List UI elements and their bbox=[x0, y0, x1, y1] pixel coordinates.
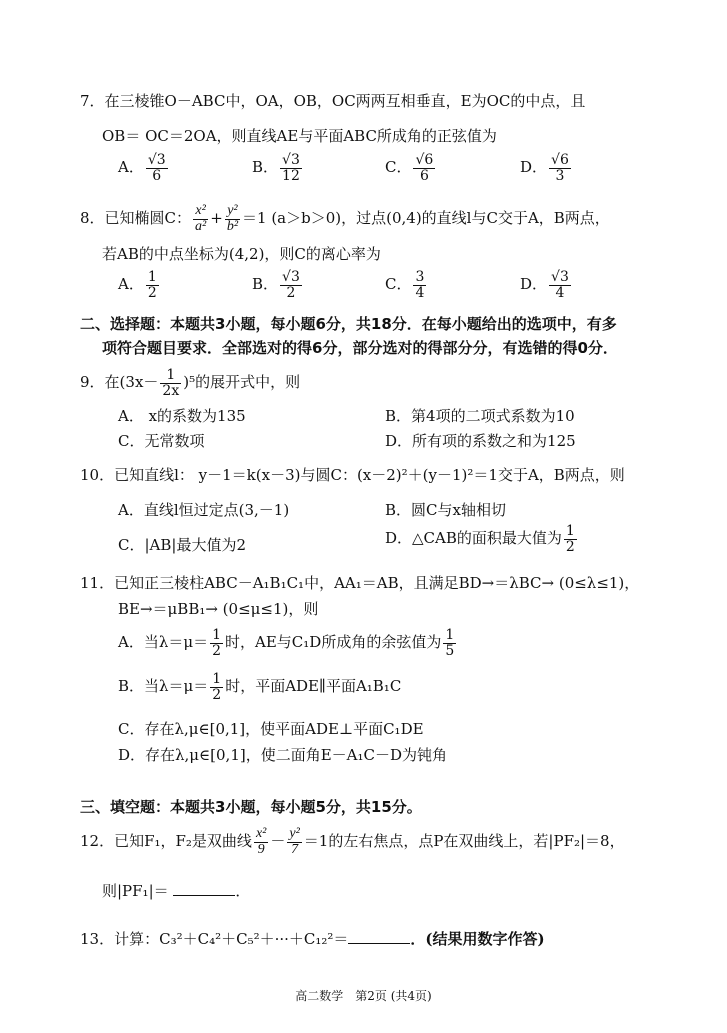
q7-b-den: 12 bbox=[282, 167, 300, 184]
q11-option-d: D．存在λ,μ∈[0,1]，使二面角E－A₁C－D为钝角 bbox=[118, 746, 448, 764]
q10-d-pre: D．△CAB的面积最大值为 bbox=[385, 529, 562, 548]
q11-a-num2: 1 bbox=[445, 627, 455, 643]
q12-line1 bbox=[80, 827, 625, 857]
q8-option-c bbox=[385, 270, 428, 300]
q7-option-a bbox=[118, 153, 170, 183]
q8-a-fraction bbox=[146, 270, 159, 300]
q11-b-den: 2 bbox=[212, 686, 222, 703]
q9-pre: 9．在(3x－ bbox=[80, 373, 159, 392]
q8-a-num: 1 bbox=[147, 269, 157, 285]
q7-line1: 7．在三棱锥O－ABC中，OA，OB，OC两两互相垂直，E为OC的中点，且 bbox=[80, 92, 586, 110]
q7-c-fraction bbox=[413, 153, 435, 183]
q10-option-c: C．|AB|最大值为2 bbox=[118, 536, 246, 554]
q11-option-c: C．存在λ,μ∈[0,1]，使平面ADE⊥平面C₁DE bbox=[118, 720, 424, 738]
q10-option-a: A．直线l恒过定点(3,－1) bbox=[118, 501, 290, 519]
q12-minus: － bbox=[270, 832, 286, 851]
q8-x-num: x² bbox=[193, 204, 208, 220]
q11-option-a bbox=[118, 628, 458, 658]
q12-line2 bbox=[102, 880, 250, 901]
q13-post: ．(结果用数字作答) bbox=[410, 930, 545, 948]
q8-option-d bbox=[520, 270, 573, 300]
q11-a-num: 1 bbox=[212, 627, 222, 643]
q10-stem: 10．已知直线l： y－1＝k(x－3)与圆C：(x－2)²＋(y－1)²＝1交于A，B两点，则 bbox=[80, 466, 625, 484]
q8-d-fraction bbox=[549, 270, 571, 300]
q9-fraction bbox=[160, 368, 181, 398]
q12-pre: 12．已知F₁，F₂是双曲线 bbox=[80, 832, 252, 851]
q12-x-fraction bbox=[254, 827, 268, 857]
q9-option-d: D．所有项的系数之和为125 bbox=[385, 432, 576, 450]
q7-d-den: 3 bbox=[555, 167, 565, 184]
q7-a-den: 6 bbox=[152, 167, 162, 184]
q11-b-fraction bbox=[210, 672, 223, 702]
q7-b-fraction bbox=[280, 153, 302, 183]
q8-b-fraction bbox=[280, 270, 302, 300]
q9-option-a: A． x的系数为135 bbox=[118, 407, 246, 425]
q8-y-num: y² bbox=[225, 204, 240, 220]
q8-c-num: 3 bbox=[415, 269, 425, 285]
q9-frac-den: 2x bbox=[162, 382, 180, 399]
q8-option-b bbox=[252, 270, 304, 300]
q8-plus: + bbox=[210, 209, 223, 228]
q9-option-c: C．无常数项 bbox=[118, 432, 205, 450]
q8-d-num: √3 bbox=[551, 269, 569, 285]
q9-post: )⁵的展开式中，则 bbox=[183, 373, 301, 392]
q11-a-mid: 时，AE与C₁D所成角的余弦值为 bbox=[225, 633, 442, 652]
q7-a-num: √3 bbox=[147, 152, 166, 168]
q12-line2-post: ． bbox=[235, 882, 251, 900]
q12-post: ＝1的左右焦点，点P在双曲线上，若|PF₂|＝8， bbox=[303, 832, 625, 851]
q8-b-den: 2 bbox=[286, 284, 296, 301]
q11-option-b bbox=[118, 672, 401, 702]
q11-b-num: 1 bbox=[212, 671, 222, 687]
q7-d-label: D． bbox=[520, 158, 548, 177]
q7-option-b bbox=[252, 153, 304, 183]
q10-option-b: B．圆C与x轴相切 bbox=[385, 501, 506, 519]
q8-a-label: A． bbox=[118, 275, 144, 294]
q10-d-num: 1 bbox=[565, 523, 575, 539]
q7-line2: OB＝ OC＝2OA，则直线AE与平面ABC所成角的正弦值为 bbox=[102, 127, 497, 145]
q11-b-pre: B．当λ＝μ＝ bbox=[118, 677, 209, 696]
q11-a-den: 2 bbox=[212, 642, 222, 659]
q8-y-den: b² bbox=[226, 218, 239, 234]
q8-post: ＝1 (a＞b＞0)，过点(0,4)的直线l与C交于A，B两点， bbox=[242, 209, 610, 228]
q13-line bbox=[80, 928, 545, 949]
q11-line2: BE→＝μBB₁→ (0≤μ≤1)，则 bbox=[118, 600, 319, 618]
q10-d-den: 2 bbox=[565, 538, 575, 555]
q8-c-fraction bbox=[413, 270, 426, 300]
q10-option-d bbox=[385, 524, 579, 554]
q8-pre: 8．已知椭圆C： bbox=[80, 209, 192, 228]
q13-answer-blank[interactable] bbox=[348, 942, 410, 944]
q7-b-label: B． bbox=[252, 158, 279, 177]
q9-frac-num: 1 bbox=[160, 368, 181, 384]
q12-x-num: x² bbox=[255, 826, 267, 841]
q9-option-b: B．第4项的二项式系数为10 bbox=[385, 407, 575, 425]
q7-c-label: C． bbox=[385, 158, 412, 177]
q7-option-c bbox=[385, 153, 437, 183]
q8-c-den: 4 bbox=[415, 284, 425, 301]
q8-y-fraction bbox=[225, 204, 240, 234]
q8-x-den: a² bbox=[195, 218, 207, 234]
q9-stem bbox=[80, 368, 300, 398]
q12-y-num: y² bbox=[289, 826, 300, 841]
q7-a-label: A． bbox=[118, 158, 144, 177]
q12-x-den: 9 bbox=[257, 841, 265, 857]
q8-line1 bbox=[80, 204, 610, 234]
q13-pre: 13．计算：C₃²＋C₄²＋C₅²＋···＋C₁₂²＝ bbox=[80, 930, 349, 948]
q7-b-num: √3 bbox=[282, 152, 300, 168]
q7-a-fraction bbox=[146, 153, 168, 183]
q12-answer-blank[interactable] bbox=[173, 894, 235, 896]
q7-c-num: √6 bbox=[415, 152, 434, 168]
section2-heading-line1: 二、选择题：本题共3小题，每小题6分，共18分．在每小题给出的选项中，有多 bbox=[80, 315, 617, 333]
q8-line2: 若AB的中点坐标为(4,2)，则C的离心率为 bbox=[102, 245, 381, 263]
q8-c-label: C． bbox=[385, 275, 412, 294]
q8-option-a bbox=[118, 270, 161, 300]
section2-heading-line2: 项符合题目要求．全部选对的得6分，部分选对的得部分分，有选错的得0分． bbox=[102, 339, 618, 357]
q11-a-fraction2 bbox=[443, 628, 456, 658]
q11-a-fraction bbox=[210, 628, 223, 658]
q7-option-d bbox=[520, 153, 573, 183]
q10-d-fraction bbox=[564, 524, 577, 554]
q8-x-fraction bbox=[193, 204, 208, 234]
q8-b-label: B． bbox=[252, 275, 279, 294]
q8-a-den: 2 bbox=[147, 284, 157, 301]
q8-d-den: 4 bbox=[555, 284, 565, 301]
q11-a-den2: 5 bbox=[445, 642, 455, 659]
section3-heading: 三、填空题：本题共3小题，每小题5分，共15分。 bbox=[80, 798, 422, 816]
q11-b-post: 时，平面ADE∥平面A₁B₁C bbox=[225, 677, 402, 696]
q7-d-fraction bbox=[549, 153, 571, 183]
page-footer: 高二数学 第2页 (共4页) bbox=[295, 989, 432, 1003]
q11-line1: 11．已知正三棱柱ABC－A₁B₁C₁中，AA₁＝AB，且满足BD→＝λBC→ (0≤λ≤1)， bbox=[80, 574, 640, 592]
q12-line2-pre: 则|PF₁|＝ bbox=[102, 882, 169, 900]
q7-c-den: 6 bbox=[419, 167, 429, 184]
q11-a-pre: A．当λ＝μ＝ bbox=[118, 633, 209, 652]
q8-d-label: D． bbox=[520, 275, 548, 294]
q8-b-num: √3 bbox=[282, 269, 300, 285]
q12-y-fraction bbox=[287, 827, 301, 857]
q7-d-num: √6 bbox=[551, 152, 569, 168]
q12-y-den: 7 bbox=[291, 841, 299, 857]
